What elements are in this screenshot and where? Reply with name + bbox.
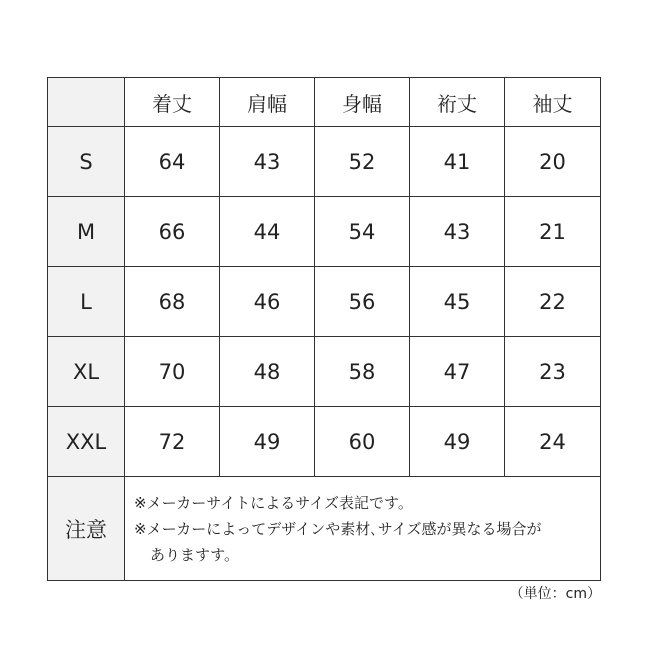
table-cell: 72: [125, 407, 220, 477]
header-row: [48, 78, 601, 127]
table-cell: 46: [220, 267, 315, 337]
note-text: [125, 477, 601, 581]
note-label: 注意: [48, 477, 125, 581]
size-label: XXL: [48, 407, 125, 477]
table-cell: 48: [220, 337, 315, 407]
size-label: L: [48, 267, 125, 337]
table-cell: 44: [220, 197, 315, 267]
header-length: 着丈: [125, 78, 220, 127]
table-cell: 43: [220, 127, 315, 197]
note-line: ※メーカーによってデザインや素材､サイズ感が異なる場合が: [134, 519, 542, 538]
table-row: [48, 337, 601, 407]
note-line: ありますす。: [150, 545, 239, 564]
unit-note: （単位：cm）: [509, 586, 601, 602]
table-cell: 45: [410, 267, 505, 337]
table-row: [48, 197, 601, 267]
table-cell: 58: [315, 337, 410, 407]
table-cell: 68: [125, 267, 220, 337]
table-row: [48, 127, 601, 197]
size-label: S: [48, 127, 125, 197]
header-body-width: 身幅: [315, 78, 410, 127]
table-cell: 49: [220, 407, 315, 477]
size-label: M: [48, 197, 125, 267]
note-row: [48, 477, 601, 581]
table-cell: 21: [505, 197, 601, 267]
table-cell: 23: [505, 337, 601, 407]
note-line: ※メーカーサイトによるサイズ表記です。: [134, 493, 413, 512]
table-cell: 43: [410, 197, 505, 267]
table-cell: 41: [410, 127, 505, 197]
size-label: XL: [48, 337, 125, 407]
header-sleeve-length: 袖丈: [505, 78, 601, 127]
table-row: [48, 267, 601, 337]
table-cell: 56: [315, 267, 410, 337]
table-cell: 52: [315, 127, 410, 197]
header-shoulder-width: 肩幅: [220, 78, 315, 127]
header-corner: [48, 78, 125, 127]
table-cell: 47: [410, 337, 505, 407]
table-row: [48, 407, 601, 477]
table-cell: 70: [125, 337, 220, 407]
table-cell: 64: [125, 127, 220, 197]
table-cell: 54: [315, 197, 410, 267]
table-cell: 22: [505, 267, 601, 337]
header-yuki-length: 裄丈: [410, 78, 505, 127]
table-cell: 49: [410, 407, 505, 477]
table-cell: 66: [125, 197, 220, 267]
size-chart-table: [47, 77, 601, 581]
table-cell: 20: [505, 127, 601, 197]
table-cell: 60: [315, 407, 410, 477]
table-cell: 24: [505, 407, 601, 477]
